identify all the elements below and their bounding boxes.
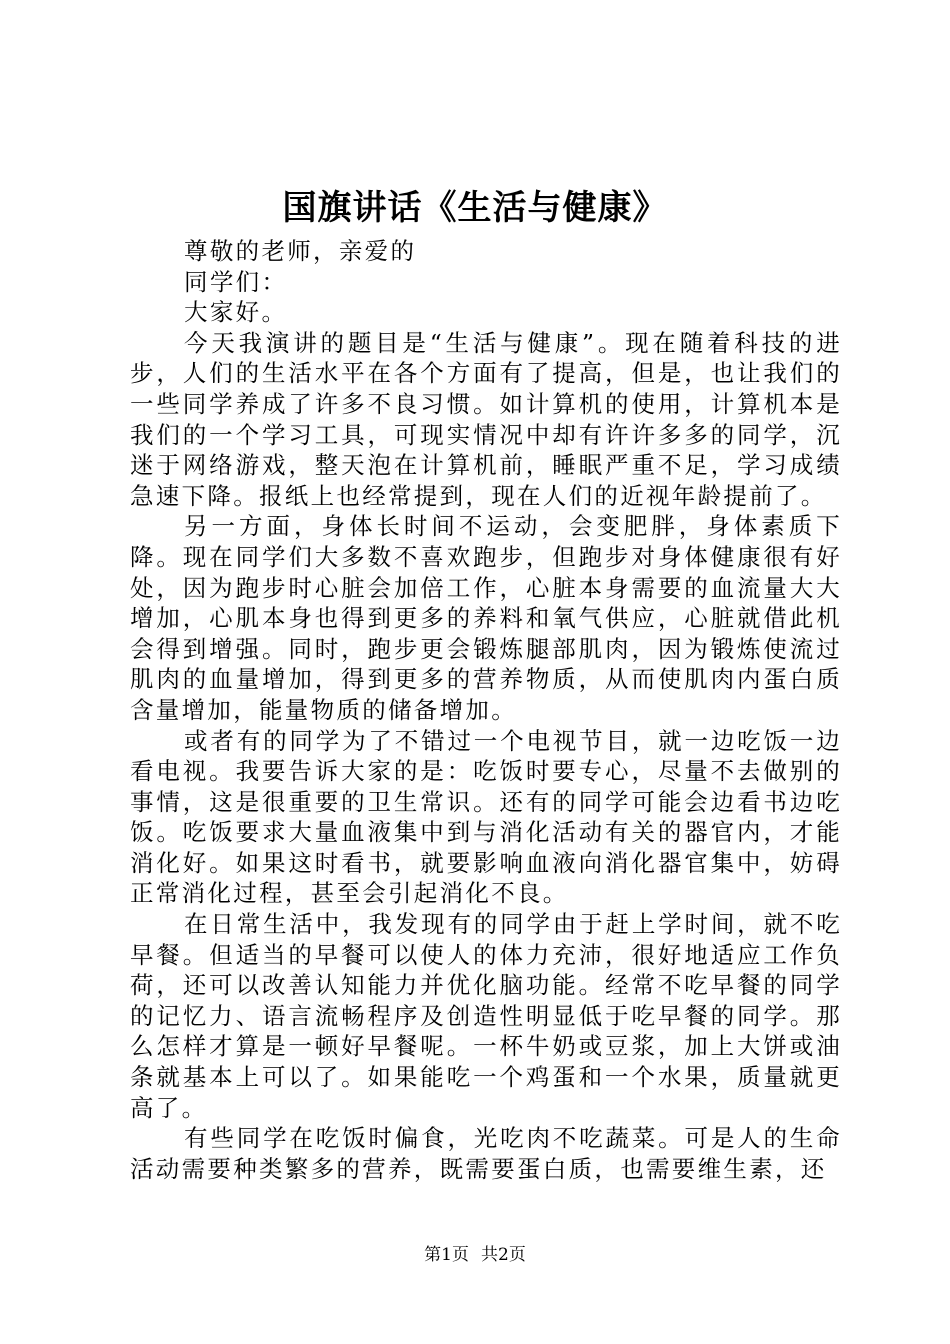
page-number: 第1页 bbox=[424, 1245, 469, 1265]
document-body bbox=[130, 236, 842, 1184]
document-title: 国旗讲话《生活与健康》 bbox=[282, 188, 668, 228]
greeting-line: 大家好。 bbox=[184, 298, 288, 327]
paragraph: 今天我演讲的题目是“生活与健康”。现在随着科技的进步，人们的生活水平在各个方面有了提高，但是，也让我们的一些同学养成了许多不良习惯。如计算机的使用，计算机本是我们的一个学习工具，可现实情况中却有许许多多的同学，沉迷于网络游戏，整天泡在计算机前，睡眠严重不足，学习成绩急速下降。报纸上也经常提到，现在人们的近视年龄提前了。 bbox=[130, 328, 842, 510]
paragraph: 或者有的同学为了不错过一个电视节目，就一边吃饭一边看电视。我要告诉大家的是：吃饭时要专心，尽量不去做别的事情，这是很重要的卫生常识。还有的同学可能会边看书边吃饭。吃饭要求大量血液集中到与消化活动有关的器官内，才能消化好。如果这时看书，就要影响血液向消化器官集中，妨碍正常消化过程，甚至会引起消化不良。 bbox=[130, 726, 842, 908]
paragraph: 有些同学在吃饭时偏食，光吃肉不吃蔬菜。可是人的生命活动需要种类繁多的营养，既需要蛋白质，也需要维生素，还 bbox=[130, 1124, 842, 1183]
salutation-line: 同学们： bbox=[184, 267, 288, 296]
page-footer bbox=[0, 1243, 950, 1267]
page-total: 共2页 bbox=[481, 1245, 526, 1265]
paragraph: 另一方面，身体长时间不运动，会变肥胖，身体素质下降。现在同学们大多数不喜欢跑步，但跑步对身体健康很有好处，因为跑步时心脏会加倍工作，心脏本身需要的血流量大大增加，心肌本身也得到更多的养料和氧气供应，心脏就借此机会得到增强。同时，跑步更会锻炼腿部肌肉，因为锻炼使流过肌肉的血量增加，得到更多的营养物质，从而使肌肉内蛋白质含量增加，能量物质的储备增加。 bbox=[130, 512, 842, 724]
salutation-line: 尊敬的老师，亲爱的 bbox=[184, 237, 417, 265]
paragraph: 在日常生活中，我发现有的同学由于赶上学时间，就不吃早餐。但适当的早餐可以使人的体力充沛，很好地适应工作负荷，还可以改善认知能力并优化脑功能。经常不吃早餐的同学的记忆力、语言流畅程序及创造性明显低于吃早餐的同学。那么怎样才算是一顿好早餐呢。一杯牛奶或豆浆，加上大饼或油条就基本上可以了。如果能吃一个鸡蛋和一个水果，质量就更高了。 bbox=[130, 910, 842, 1122]
